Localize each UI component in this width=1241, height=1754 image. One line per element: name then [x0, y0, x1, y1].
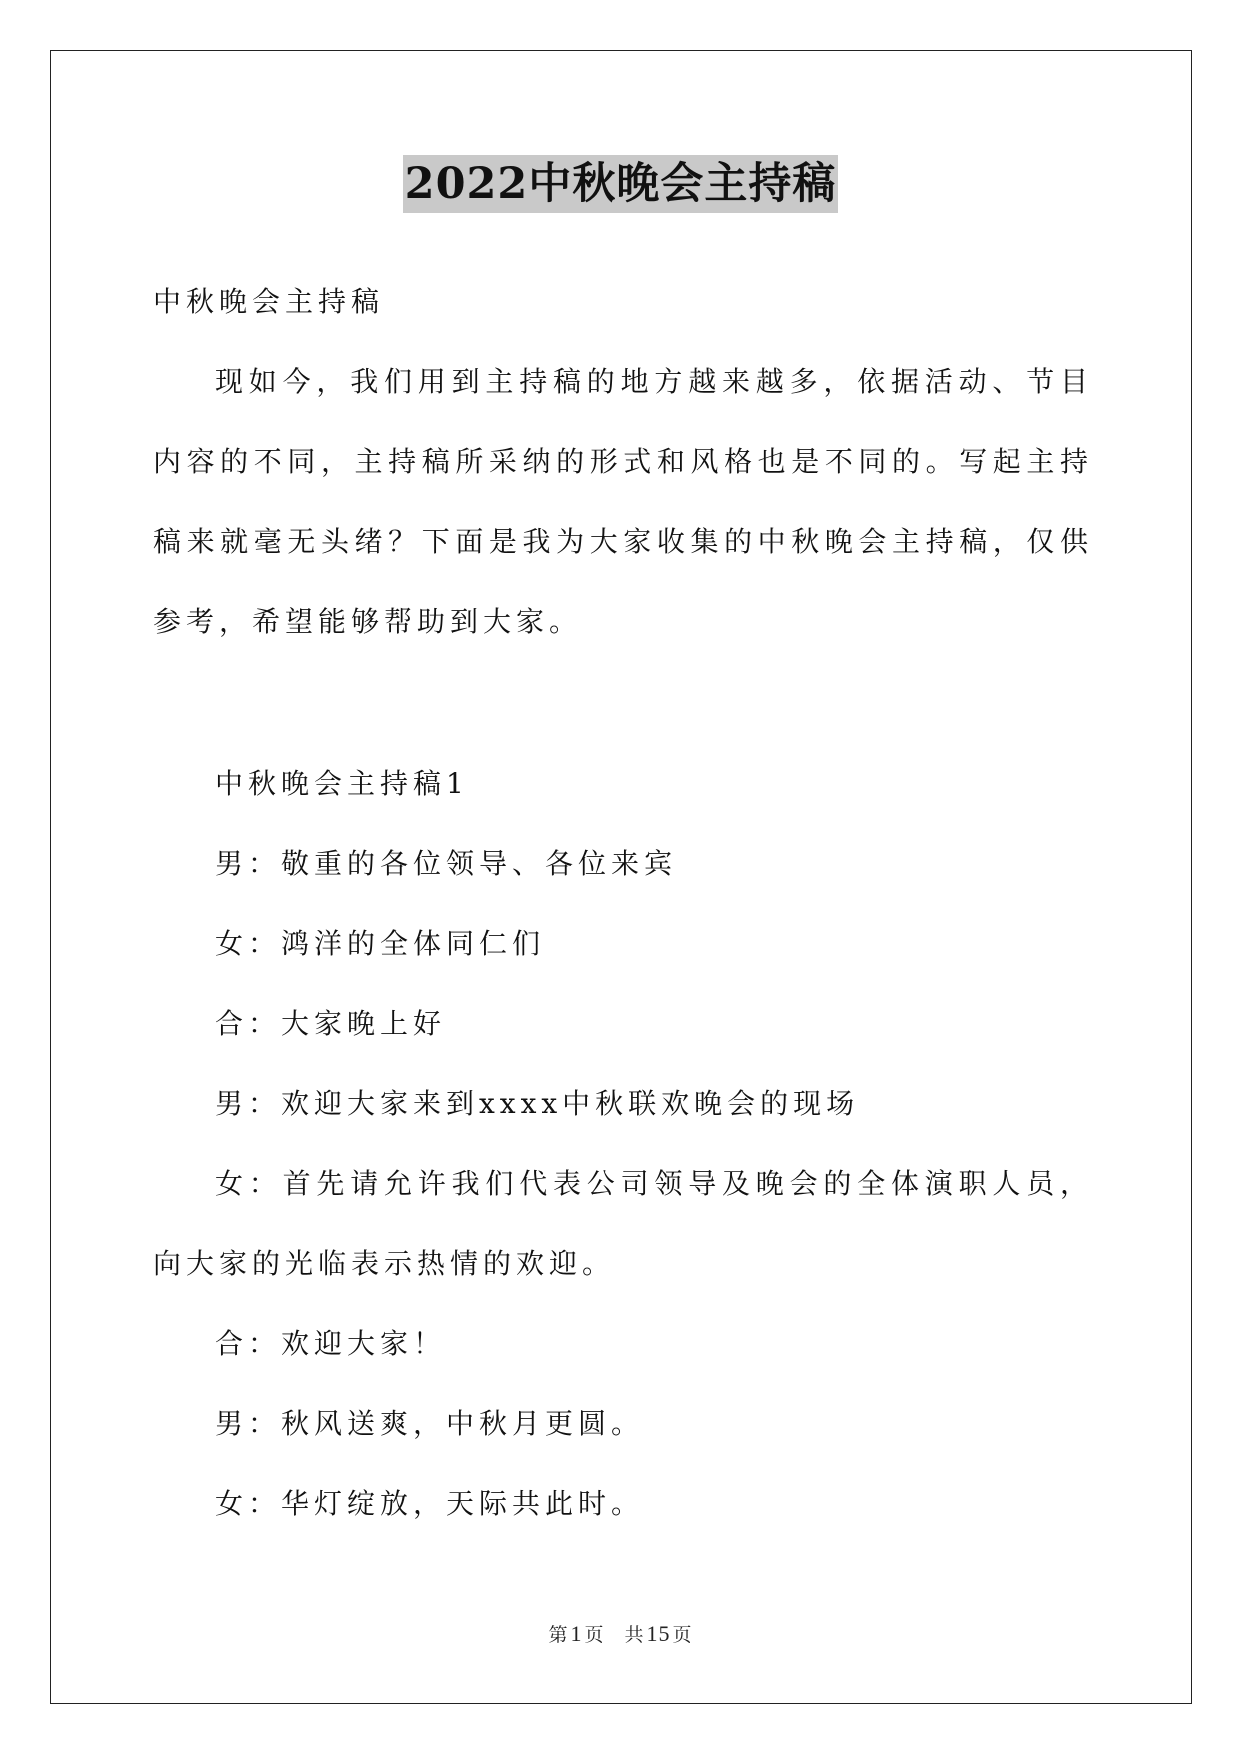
script-line: 女：华灯绽放，天际共此时。 [215, 1487, 645, 1520]
page-prefix: 第 [548, 1624, 569, 1646]
intro-paragraph: 现如今，我们用到主持稿的地方越来越多，依据活动、节目内容的不同，主持稿所采纳的形式和风格也是不同的。写起主持稿来就毫无头绪？下面是我为大家收集的中秋晚会主持稿，仅供参考，希望能够帮助到大家。 [153, 365, 1093, 638]
script-line: 男：欢迎大家来到xxxx中秋联欢晚会的现场 [215, 1087, 860, 1120]
script-line: 合：欢迎大家！ [215, 1327, 447, 1360]
document-title: 2022中秋晚会主持稿 [403, 155, 839, 213]
script-line: 男：敬重的各位领导、各位来宾 [215, 847, 678, 880]
section-heading: 中秋晚会主持稿1 [215, 767, 469, 800]
total-suffix: 页 [672, 1624, 693, 1646]
title-container [0, 155, 1241, 213]
script-line: 合：大家晚上好 [215, 1007, 447, 1040]
script-line: 男：秋风送爽，中秋月更圆。 [215, 1407, 645, 1440]
script-line: 女：鸿洋的全体同仁们 [215, 927, 546, 960]
section-spacer [153, 662, 1093, 744]
script-line: 女：首先请允许我们代表公司领导及晚会的全体演职人员，向大家的光临表示热情的欢迎。 [153, 1167, 1093, 1280]
page-footer [0, 1620, 1241, 1647]
document-subtitle: 中秋晚会主持稿 [153, 285, 385, 318]
page-number: 1 [570, 1621, 583, 1646]
total-pages: 15 [646, 1621, 671, 1646]
document-body [153, 262, 1093, 1544]
total-prefix: 共 [624, 1624, 645, 1646]
page-suffix: 页 [584, 1624, 605, 1646]
